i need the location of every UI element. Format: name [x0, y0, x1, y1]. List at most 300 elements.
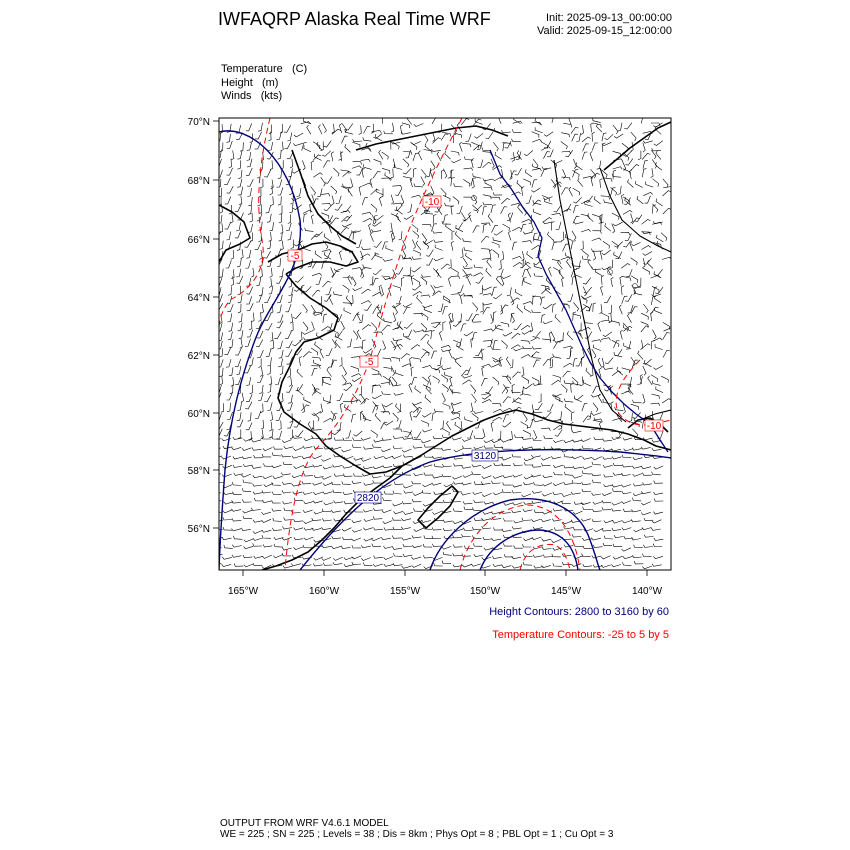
- wind-barb: [615, 349, 622, 356]
- wind-barb: [561, 177, 570, 180]
- temp-label: -10: [646, 421, 662, 432]
- wind-barb: [452, 402, 462, 405]
- wind-barb: [421, 352, 429, 358]
- wind-barb: [532, 139, 542, 142]
- wind-barb: [333, 168, 339, 176]
- wind-barb: [602, 493, 611, 496]
- wind-barb: [591, 538, 601, 541]
- wind-barb: [328, 359, 333, 367]
- wind-barb: [264, 463, 273, 466]
- wind-barb: [502, 224, 509, 231]
- wind-barb: [533, 237, 542, 241]
- wind-barb: [421, 421, 428, 427]
- wind-barb: [374, 456, 384, 458]
- wind-barb: [332, 546, 342, 548]
- wind-barb: [612, 457, 622, 459]
- wind-barb: [339, 124, 341, 134]
- wind-barb: [254, 556, 264, 559]
- wind-barb: [521, 367, 524, 376]
- wind-barb: [272, 453, 281, 457]
- wind-barb: [247, 330, 253, 338]
- wind-barb: [352, 481, 361, 484]
- wind-barb: [605, 223, 611, 231]
- wind-barb: [613, 222, 622, 226]
- wind-barb: [493, 142, 498, 151]
- wind-barb: [279, 269, 283, 278]
- wind-barb: [568, 294, 573, 302]
- wind-barb: [531, 337, 540, 341]
- wind-barb: [601, 276, 604, 285]
- wind-barb: [553, 483, 563, 486]
- wind-barb: [521, 224, 527, 232]
- wind-barb: [432, 483, 442, 485]
- wind-barb: [303, 446, 313, 449]
- wind-barb: [266, 205, 271, 213]
- wind-barb: [641, 466, 651, 469]
- wind-barb: [256, 277, 260, 285]
- wind-barb: [582, 482, 591, 485]
- wind-barb: [342, 383, 352, 385]
- wind-barb: [381, 537, 391, 540]
- wind-barb: [564, 454, 573, 458]
- wind-barb: [232, 509, 242, 512]
- wind-barb: [402, 501, 411, 504]
- wind-barb: [463, 197, 472, 200]
- wind-barb: [592, 413, 602, 416]
- wind-barb: [303, 510, 313, 512]
- wind-barb: [248, 224, 253, 232]
- wind-barb: [284, 142, 291, 149]
- wind-barb: [414, 508, 423, 511]
- wind-barb: [411, 557, 421, 559]
- wind-barb: [453, 357, 463, 360]
- wind-barb: [543, 412, 551, 418]
- wind-barb: [280, 366, 283, 375]
- wind-barb: [512, 333, 521, 338]
- wind-barb: [583, 507, 592, 510]
- wind-barb: [280, 224, 283, 233]
- wind-barb: [431, 161, 435, 170]
- wind-barb: [583, 144, 589, 151]
- wind-barb: [311, 187, 316, 196]
- wind-barb: [342, 375, 346, 384]
- wind-barb: [224, 177, 230, 184]
- wind-barb: [423, 465, 433, 467]
- wind-barb: [493, 409, 502, 412]
- wind-barb: [394, 553, 403, 556]
- wind-barb: [621, 232, 630, 235]
- wind-barb: [614, 252, 621, 259]
- wind-barb: [272, 500, 281, 503]
- wind-barb: [472, 205, 478, 213]
- wind-barb: [414, 473, 424, 476]
- wind-barb: [373, 564, 383, 566]
- wind-barb: [455, 359, 461, 367]
- wind-barb: [432, 536, 441, 539]
- wind-barb: [326, 287, 332, 295]
- wind-barb: [522, 437, 531, 440]
- wind-barb: [363, 510, 373, 513]
- wind-barb: [301, 405, 309, 411]
- wind-barb: [350, 179, 352, 189]
- wind-barb: [442, 403, 450, 409]
- wind-barb: [322, 250, 332, 253]
- wind-barb: [531, 222, 534, 232]
- wind-barb: [595, 269, 602, 276]
- wind-barb: [423, 484, 433, 487]
- wind-barb: [603, 465, 613, 467]
- wind-barb: [303, 545, 312, 548]
- wind-barb: [246, 260, 251, 268]
- wind-barb: [261, 430, 264, 439]
- wind-barb: [287, 421, 293, 428]
- wind-barb: [270, 160, 273, 169]
- wind-barb: [267, 402, 272, 410]
- wind-barb: [383, 277, 393, 279]
- wind-barb: [353, 473, 362, 476]
- wind-barb: [443, 500, 452, 503]
- wind-barb: [321, 458, 330, 461]
- wind-barb: [482, 476, 492, 479]
- wind-barb: [341, 546, 350, 549]
- wind-barb: [473, 507, 482, 510]
- temperature-contours-legend: Temperature Contours: -25 to 5 by 5: [492, 629, 669, 641]
- wind-barb: [383, 521, 392, 524]
- wind-barb: [515, 289, 522, 296]
- wind-barb: [533, 360, 539, 367]
- wind-barb: [413, 250, 420, 256]
- wind-barb: [443, 528, 452, 531]
- wind-barb: [393, 286, 401, 291]
- wind-barb: [620, 330, 622, 339]
- wind-barb: [269, 376, 272, 385]
- wind-barb: [517, 180, 523, 188]
- wind-barb: [592, 509, 601, 512]
- wind-barb: [370, 178, 372, 188]
- wind-barb: [425, 395, 431, 403]
- wind-barb: [628, 179, 634, 187]
- wind-barb: [578, 178, 583, 187]
- wind-barb: [277, 431, 282, 439]
- wind-barb: [483, 224, 487, 233]
- wind-barb: [503, 482, 512, 485]
- wind-barb: [513, 475, 523, 478]
- wind-barb: [421, 520, 431, 523]
- wind-barb: [245, 339, 251, 347]
- wind-barb: [613, 125, 618, 134]
- wind-barb: [652, 520, 661, 523]
- wind-barb: [426, 258, 433, 265]
- wind-barb: [341, 152, 344, 161]
- wind-barb: [432, 456, 442, 459]
- wind-barb: [311, 215, 314, 225]
- wind-barb: [412, 358, 420, 362]
- wind-barb: [258, 359, 261, 368]
- wind-barb: [615, 407, 624, 411]
- wind-barb: [591, 177, 594, 187]
- wind-barb: [474, 500, 483, 503]
- wind-barb: [630, 170, 632, 179]
- wind-barb: [613, 473, 622, 476]
- wind-barb: [485, 387, 492, 394]
- wind-barb: [275, 377, 280, 385]
- wind-barb: [384, 318, 392, 323]
- wind-barb: [421, 210, 430, 214]
- wind-barb: [372, 374, 381, 377]
- field-unit: (m): [261, 77, 279, 89]
- wind-barb: [452, 412, 460, 417]
- wind-barb: [502, 457, 512, 460]
- wind-barb: [657, 235, 664, 242]
- field-name: Temperature: [221, 63, 283, 75]
- wind-barb: [384, 528, 393, 531]
- wind-barb: [484, 502, 494, 505]
- wind-barb: [260, 179, 263, 188]
- lat-label: 62°N: [187, 351, 210, 362]
- wind-barb: [342, 450, 352, 452]
- wind-barb: [451, 241, 454, 251]
- wind-barb: [412, 257, 421, 260]
- wind-barb: [369, 224, 371, 234]
- wind-barb: [434, 464, 443, 468]
- wind-barb: [433, 268, 439, 277]
- wind-barb: [362, 325, 371, 330]
- wind-barb: [512, 227, 521, 231]
- wind-barb: [455, 231, 461, 239]
- wind-barb: [621, 473, 630, 476]
- wind-barb: [483, 303, 493, 306]
- wind-barb: [573, 511, 582, 514]
- wind-barb: [215, 393, 221, 401]
- wind-barb: [453, 133, 461, 138]
- wind-barb: [253, 475, 262, 478]
- wind-barb: [442, 367, 452, 370]
- wind-barb: [241, 528, 250, 531]
- wind-barb: [533, 209, 541, 215]
- wind-barb: [422, 233, 427, 242]
- wind-barb: [290, 430, 293, 439]
- wind-barb: [613, 170, 616, 179]
- wind-barb: [222, 557, 232, 559]
- wind-barb: [324, 141, 332, 147]
- wind-barb: [373, 172, 380, 179]
- wind-barb: [563, 521, 572, 524]
- wind-barb: [412, 545, 422, 548]
- wind-barb: [592, 132, 595, 141]
- wind-barb: [611, 277, 614, 287]
- wind-barb: [526, 196, 532, 204]
- wind-barb: [277, 305, 282, 313]
- wind-barb: [622, 491, 631, 494]
- wind-barb: [632, 509, 641, 512]
- wind-barb: [274, 446, 283, 449]
- wind-barb: [302, 331, 312, 334]
- wind-barb: [533, 331, 541, 337]
- wind-barb: [643, 143, 645, 153]
- wind-barb: [598, 358, 602, 367]
- wind-barb: [371, 204, 377, 212]
- wind-barb: [563, 363, 572, 367]
- wind-barb: [594, 437, 603, 440]
- wind-barb: [391, 123, 394, 132]
- wind-barb: [491, 481, 500, 484]
- wind-barb: [260, 250, 263, 259]
- wind-barb: [433, 476, 442, 478]
- wind-barb: [424, 444, 433, 447]
- wind-barb: [234, 536, 243, 539]
- wind-barb: [442, 464, 451, 467]
- wind-barb: [224, 492, 233, 495]
- wind-barb: [228, 286, 231, 295]
- wind-barb: [260, 367, 263, 376]
- wind-barb: [302, 161, 305, 171]
- wind-barb: [231, 151, 234, 160]
- lon-label: 160°W: [308, 586, 340, 597]
- wind-barb: [401, 527, 411, 530]
- wind-barb: [427, 340, 432, 349]
- wind-barb: [314, 511, 324, 514]
- wind-barb: [332, 430, 341, 435]
- wind-barb: [565, 404, 571, 412]
- wind-barb: [422, 313, 429, 321]
- wind-barb: [642, 169, 646, 178]
- wind-barb: [237, 242, 241, 251]
- wind-barb: [283, 501, 292, 504]
- wind-barb: [532, 180, 537, 188]
- wind-barb: [501, 251, 504, 260]
- wind-barb: [235, 231, 241, 238]
- wind-barb: [643, 359, 652, 364]
- wind-barb: [622, 548, 631, 551]
- field-name: Height: [221, 77, 253, 89]
- wind-barb: [251, 268, 254, 277]
- wind-barb: [251, 313, 254, 322]
- wind-barb: [461, 119, 469, 125]
- wind-barb: [491, 197, 500, 200]
- wind-barb: [451, 268, 458, 275]
- wind-barb: [441, 170, 444, 179]
- wind-barb: [512, 372, 520, 378]
- wind-barb: [402, 123, 410, 128]
- wind-barb: [357, 168, 363, 175]
- wind-barb: [233, 492, 242, 495]
- wind-barb: [462, 534, 471, 537]
- wind-barb: [498, 431, 501, 440]
- wind-barb: [591, 249, 600, 252]
- wind-barb: [304, 473, 313, 476]
- wind-barb: [482, 526, 491, 529]
- wind-barb: [512, 129, 521, 132]
- wind-barb: [643, 252, 652, 256]
- wind-barb: [217, 170, 223, 178]
- wind-barb: [238, 160, 241, 169]
- wind-barb: [553, 465, 563, 467]
- wind-barb: [403, 554, 412, 557]
- wind-barb: [645, 360, 652, 367]
- wind-barb: [652, 448, 661, 451]
- wind-barb: [288, 232, 292, 241]
- wind-barb: [604, 520, 614, 523]
- wind-barb: [643, 192, 652, 195]
- wind-barb: [604, 484, 614, 486]
- wind-barb: [222, 564, 232, 566]
- wind-barb: [414, 432, 421, 439]
- wind-barb: [514, 348, 523, 351]
- lat-label: 58°N: [187, 466, 210, 477]
- wind-barb: [473, 226, 480, 233]
- wind-barb: [242, 499, 251, 502]
- wind-barb: [246, 394, 252, 401]
- wind-barb: [614, 134, 623, 138]
- wind-barb: [363, 563, 372, 566]
- wind-barb: [303, 352, 312, 358]
- wind-barb: [323, 379, 331, 385]
- wind-barb: [423, 305, 433, 308]
- wind-barb: [651, 150, 656, 159]
- wind-barb: [633, 457, 643, 460]
- border-bc: [640, 410, 671, 420]
- wind-barb: [348, 275, 352, 284]
- wind-barb: [272, 492, 281, 495]
- wind-barb: [270, 412, 273, 421]
- wind-barb: [522, 447, 532, 450]
- wind-barb: [314, 232, 323, 237]
- wind-barb: [521, 325, 530, 330]
- wind-barb: [523, 430, 530, 437]
- wind-barb: [286, 223, 291, 231]
- wind-barb: [643, 545, 652, 548]
- wind-barb: [403, 307, 410, 314]
- wind-barb: [331, 510, 341, 513]
- wind-barb: [511, 345, 520, 349]
- wind-barb: [255, 242, 261, 249]
- wind-barb: [527, 268, 530, 277]
- wind-barb: [414, 528, 424, 531]
- wind-barb: [333, 465, 343, 468]
- wind-barb: [255, 132, 261, 139]
- wind-barb: [473, 543, 482, 546]
- wind-barb: [274, 544, 283, 547]
- wind-barb: [547, 404, 553, 411]
- wind-barb: [412, 240, 415, 249]
- wind-barb: [523, 302, 533, 305]
- wind-barb: [229, 205, 232, 214]
- wind-barb: [503, 543, 512, 546]
- wind-barb: [564, 440, 574, 442]
- wind-barb: [581, 229, 591, 232]
- wind-barb: [613, 544, 622, 547]
- wind-barb: [621, 485, 631, 488]
- wind-barb: [510, 359, 513, 368]
- wind-barb: [396, 340, 401, 349]
- wind-barb: [630, 241, 633, 251]
- lat-label: 64°N: [187, 293, 210, 304]
- wind-barb: [394, 511, 404, 514]
- wind-barb: [323, 314, 327, 323]
- wind-barb: [228, 313, 232, 322]
- wind-barb: [453, 508, 462, 511]
- wind-barb: [581, 377, 584, 386]
- wind-barb: [571, 412, 574, 421]
- wind-barb: [289, 377, 292, 386]
- wind-barb: [543, 218, 552, 223]
- wind-barb: [583, 457, 593, 460]
- wind-barb: [625, 233, 632, 240]
- wind-barb: [495, 152, 502, 159]
- wind-barb: [651, 168, 654, 177]
- wind-barb: [483, 195, 491, 200]
- wind-barb: [344, 385, 353, 390]
